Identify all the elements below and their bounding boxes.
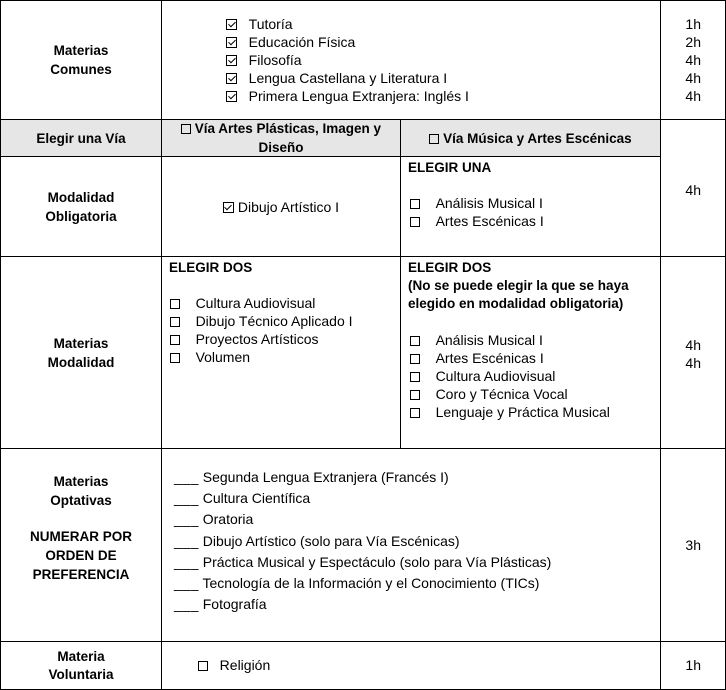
via-musica-text (429, 129, 631, 148)
option-item[interactable] (410, 349, 610, 367)
comunes-label: Materias Comunes (50, 43, 112, 77)
comunes-item-label: Lengua Castellana y Literatura I (248, 70, 448, 86)
checkbox-icon[interactable] (410, 217, 420, 227)
comunes-item (226, 69, 469, 87)
comunes-item-label: Educación Física (248, 34, 356, 50)
ranked-item[interactable] (174, 531, 551, 552)
obligatoria-hours-cell (661, 120, 726, 257)
option-label: Análisis Musical I (435, 195, 543, 211)
voluntaria-label-cell (0, 642, 162, 690)
checkbox-icon[interactable] (181, 124, 191, 134)
via-artes-label: Vía Artes Plásticas, Imagen y Diseño (194, 121, 382, 155)
obligatoria-artes-item (223, 198, 339, 216)
obligatoria-musica-cell (401, 157, 661, 257)
modalidad-label-cell (0, 257, 162, 449)
obligatoria-musica-heading: ELEGIR UNA (408, 160, 492, 175)
ranked-item-label: Dibujo Artístico (solo para Vía Escénicas) (202, 532, 460, 549)
checkbox-icon[interactable] (429, 134, 439, 144)
option-item[interactable] (410, 403, 610, 421)
comunes-item-label: Filosofía (248, 52, 302, 68)
vias-label-cell (0, 120, 162, 157)
obligatoria-hours: 4h (685, 182, 701, 198)
via-artes-option[interactable] (162, 120, 401, 157)
obligatoria-label: Modalidad Obligatoria (45, 189, 117, 224)
checked-box-icon (226, 37, 237, 48)
ranked-item[interactable] (174, 509, 551, 530)
comunes-subjects-cell (162, 0, 661, 120)
comunes-item (226, 87, 469, 105)
option-label: Lenguaje y Práctica Musical (435, 404, 610, 420)
ranked-item[interactable] (174, 467, 551, 488)
ranked-item-label: Práctica Musical y Espectáculo (solo para Vía Plásticas) (202, 553, 552, 570)
checked-box-icon (223, 202, 234, 213)
checkbox-icon[interactable] (198, 661, 208, 671)
ranked-item-label: Oratoria (202, 511, 254, 528)
optativas-label-cell (0, 449, 162, 642)
rank-blank[interactable]: ___ (174, 511, 199, 528)
obligatoria-artes-cell (162, 157, 401, 257)
hours-value: 4h (685, 337, 701, 353)
checkbox-icon[interactable] (410, 408, 420, 418)
option-label: Religión (219, 657, 271, 673)
checkbox-icon[interactable] (410, 390, 420, 400)
voluntaria-hours: 1h (685, 657, 701, 673)
rank-blank[interactable]: ___ (174, 575, 199, 592)
voluntaria-hours-cell (661, 642, 726, 690)
option-item[interactable] (410, 367, 610, 385)
optativas-subjects-cell (162, 449, 661, 642)
option-item[interactable] (170, 348, 353, 366)
checked-box-icon (226, 55, 237, 66)
checkbox-icon[interactable] (170, 353, 180, 363)
modalidad-hours (685, 336, 725, 372)
option-label: Coro y Técnica Vocal (435, 386, 568, 402)
checked-box-icon (226, 91, 237, 102)
rank-blank[interactable]: ___ (174, 553, 199, 570)
comunes-item-label: Primera Lengua Extranjera: Inglés I (248, 88, 469, 104)
checkbox-icon[interactable] (170, 299, 180, 309)
comunes-item-label: Tutoría (248, 16, 293, 32)
obligatoria-musica-list (410, 194, 544, 230)
hours-value: 4h (685, 52, 701, 68)
ranked-item-label: Fotografía (202, 596, 267, 613)
ranked-item[interactable] (174, 594, 551, 615)
checkbox-icon[interactable] (170, 335, 180, 345)
rank-blank[interactable]: ___ (174, 532, 199, 549)
modalidad-label: Materias Modalidad (47, 335, 115, 370)
optativas-hours-cell (661, 449, 726, 642)
checkbox-icon[interactable] (410, 336, 420, 346)
comunes-item (226, 15, 469, 33)
checked-box-icon (226, 73, 237, 84)
option-item[interactable] (410, 331, 610, 349)
modalidad-musica-cell (401, 257, 661, 449)
comunes-hours (685, 15, 725, 105)
ranked-item-label: Cultura Científica (202, 490, 311, 507)
option-item[interactable] (410, 212, 544, 230)
option-label: Cultura Audiovisual (435, 368, 556, 384)
modalidad-artes-list (170, 294, 353, 366)
via-musica-option[interactable] (401, 120, 661, 157)
ranked-item[interactable] (174, 573, 551, 594)
comunes-label-cell (0, 0, 162, 120)
modalidad-artes-heading: ELEGIR DOS (169, 260, 253, 275)
option-label: Artes Escénicas I (435, 213, 544, 229)
hours-value: 4h (685, 355, 701, 371)
ranked-item-label: Tecnología de la Información y el Conocimiento (TICs) (202, 575, 540, 592)
modalidad-musica-heading: ELEGIR DOS (408, 260, 492, 275)
option-label: Dibujo Técnico Aplicado I (195, 313, 353, 329)
option-item[interactable] (170, 294, 353, 312)
optativas-list (174, 467, 551, 615)
option-item[interactable] (198, 656, 270, 674)
option-label: Artes Escénicas I (435, 350, 544, 366)
modalidad-artes-cell (162, 257, 401, 449)
rank-blank[interactable]: ___ (174, 469, 199, 485)
option-item[interactable] (410, 194, 544, 212)
obligatoria-artes-label: Dibujo Artístico I (237, 198, 340, 215)
obligatoria-label-cell (0, 157, 162, 257)
option-label: Análisis Musical I (435, 332, 543, 348)
checkbox-icon[interactable] (410, 372, 420, 382)
vias-label: Elegir una Vía (36, 130, 126, 146)
checkbox-icon[interactable] (170, 317, 180, 327)
ranked-item[interactable] (174, 552, 551, 573)
optativas-label: Materias Optativas (50, 474, 112, 508)
option-label: Cultura Audiovisual (195, 295, 316, 311)
optativas-hours: 3h (685, 537, 701, 553)
option-label: Volumen (195, 349, 251, 365)
voluntaria-subject-cell (162, 642, 661, 690)
modalidad-hours-cell (661, 257, 726, 449)
option-label: Proyectos Artísticos (195, 331, 319, 347)
hours-value: 2h (685, 34, 701, 50)
checkbox-icon[interactable] (410, 199, 420, 209)
voluntaria-label: Materia Voluntaria (48, 648, 114, 682)
checkbox-icon[interactable] (410, 354, 420, 364)
hours-value: 1h (685, 16, 701, 32)
rank-blank[interactable]: ___ (174, 596, 199, 613)
modalidad-musica-note: (No se puede elegir la que se haya elegido en modalidad obligatoria) (408, 278, 629, 311)
modalidad-musica-list (410, 331, 610, 421)
option-item[interactable] (170, 330, 353, 348)
ranked-item-label: Segunda Lengua Extranjera (Francés I) (202, 469, 449, 485)
rank-blank[interactable]: ___ (174, 490, 199, 507)
optativas-note: NUMERAR POR ORDEN DE PREFERENCIA (29, 529, 132, 582)
via-artes-text (174, 119, 389, 157)
hours-value: 4h (685, 88, 701, 104)
comunes-hours-cell (661, 0, 726, 120)
ranked-item[interactable] (174, 488, 551, 509)
hours-value: 4h (685, 70, 701, 86)
option-item[interactable] (410, 385, 610, 403)
comunes-item (226, 33, 469, 51)
via-musica-label: Vía Música y Artes Escénicas (443, 130, 632, 146)
comunes-list (226, 15, 469, 105)
option-item[interactable] (170, 312, 353, 330)
comunes-item (226, 51, 469, 69)
checked-box-icon (226, 19, 237, 30)
